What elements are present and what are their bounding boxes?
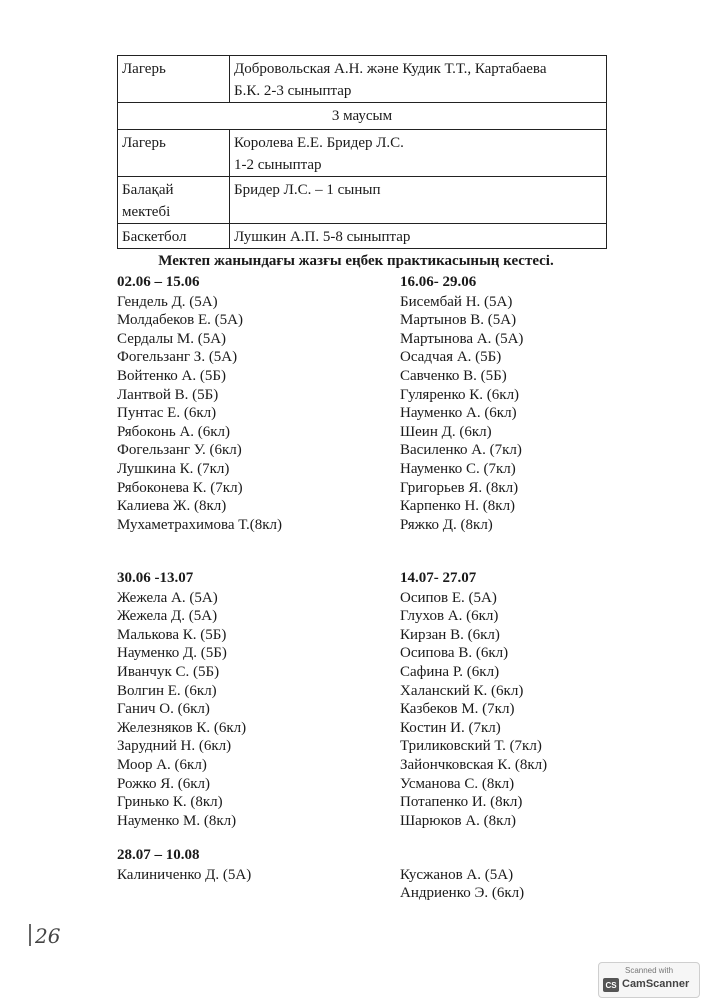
student-name: Фогельзанг У. (6кл) bbox=[117, 442, 242, 459]
student-name: Осипов Е. (5А) bbox=[400, 589, 497, 606]
table-cell-activity: Балақай мектебі bbox=[118, 177, 230, 223]
student-name: Усманова С. (8кл) bbox=[400, 775, 515, 792]
period-label: 02.06 – 15.06 bbox=[117, 274, 200, 290]
student-name: Казбеков М. (7кл) bbox=[400, 701, 515, 718]
student-name: Бисембай Н. (5А) bbox=[400, 293, 513, 310]
student-name: Потапенко И. (8кл) bbox=[400, 794, 523, 811]
student-name: Зайончковская К. (8кл) bbox=[400, 756, 548, 773]
schedule-table bbox=[117, 55, 607, 249]
student-name: Волгин Е. (6кл) bbox=[117, 682, 217, 699]
watermark-brand: CamScanner bbox=[622, 978, 690, 990]
period-label: 14.07- 27.07 bbox=[400, 570, 477, 586]
student-name: Пунтас Е. (6кл) bbox=[117, 405, 217, 422]
period-label: 30.06 -13.07 bbox=[117, 570, 194, 586]
student-name: Лантвой В. (5Б) bbox=[117, 386, 219, 403]
student-name: Григорьев Я. (8кл) bbox=[400, 479, 519, 496]
table-row bbox=[118, 176, 606, 223]
watermark-caption: Scanned with bbox=[624, 966, 674, 975]
student-name: Андриенко Э. (6кл) bbox=[400, 885, 525, 902]
student-name: Осипова В. (6кл) bbox=[400, 645, 509, 662]
student-name: Шеин Д. (6кл) bbox=[400, 423, 492, 440]
student-name: Кирзан В. (6кл) bbox=[400, 626, 500, 643]
table-cell-staff: Добровольская А.Н. және Кудик Т.Т., Картабаева Б.К. 2-3 сыныптар bbox=[234, 61, 547, 99]
student-name: Ганич О. (6кл) bbox=[117, 701, 210, 718]
student-name: Карпенко Н. (8кл) bbox=[400, 498, 516, 515]
table-row bbox=[118, 102, 606, 129]
student-name: Науменко М. (8кл) bbox=[117, 812, 237, 829]
student-name: Рожко Я. (6кл) bbox=[117, 775, 211, 792]
period-label: 16.06- 29.06 bbox=[400, 274, 477, 290]
student-name: Науменко Д. (5Б) bbox=[117, 645, 227, 662]
student-name: Гуляренко К. (6кл) bbox=[400, 386, 520, 403]
student-name: Малькова К. (5Б) bbox=[117, 626, 227, 643]
student-name: Гринько К. (8кл) bbox=[117, 794, 223, 811]
group-column bbox=[400, 569, 547, 830]
student-name: Кусжанов А. (5А) bbox=[400, 866, 514, 883]
table-cell-staff: Королева Е.Е. Бридер Л.С. 1-2 сыныптар bbox=[234, 135, 404, 173]
student-name: Рябоконь А. (6кл) bbox=[117, 423, 231, 440]
student-name: Калиниченко Д. (5А) bbox=[117, 866, 252, 883]
student-name: Сердалы М. (5А) bbox=[117, 330, 227, 347]
student-name: Осадчая А. (5Б) bbox=[400, 349, 502, 366]
student-name: Моор А. (6кл) bbox=[117, 756, 207, 773]
student-name: Костин И. (7кл) bbox=[400, 719, 501, 736]
student-name: Фогельзанг З. (5А) bbox=[117, 349, 238, 366]
student-name: Триликовский Т. (7кл) bbox=[400, 738, 542, 755]
student-name: Глухов А. (6кл) bbox=[400, 608, 499, 625]
camscanner-watermark bbox=[598, 962, 700, 998]
group-column bbox=[117, 569, 246, 830]
student-name: Железняков К. (6кл) bbox=[117, 719, 247, 736]
student-name: Лушкина К. (7кл) bbox=[117, 460, 230, 477]
student-name: Гендель Д. (5А) bbox=[117, 293, 218, 310]
table-cell-staff: Бридер Л.С. – 1 сынып bbox=[234, 182, 381, 198]
student-name: Халанский К. (6кл) bbox=[400, 682, 524, 699]
table-row bbox=[118, 56, 606, 102]
period-label: 28.07 – 10.08 bbox=[117, 847, 200, 863]
student-name: Савченко В. (5Б) bbox=[400, 367, 507, 384]
student-name: Ряжко Д. (8кл) bbox=[400, 516, 493, 533]
table-cell-activity: Баскетбол bbox=[118, 224, 230, 248]
camscanner-logo-icon: CS bbox=[603, 978, 619, 992]
student-name: Шарюков А. (8кл) bbox=[400, 812, 516, 829]
period-label bbox=[400, 846, 524, 865]
student-name: Василенко А. (7кл) bbox=[400, 442, 522, 459]
student-name: Мухаметрахимова Т.(8кл) bbox=[117, 516, 282, 533]
student-name: Науменко А. (6кл) bbox=[400, 405, 517, 422]
schedule-heading: Мектеп жанындағы жазғы еңбек практикасының кестесі. bbox=[158, 253, 554, 269]
margin-mark bbox=[29, 924, 31, 946]
table-cell-activity: Лагерь bbox=[118, 56, 230, 102]
group-column bbox=[400, 846, 524, 903]
group-column bbox=[117, 846, 251, 884]
table-cell-date: 3 маусым bbox=[331, 108, 393, 124]
student-name: Иванчук С. (5Б) bbox=[117, 663, 220, 680]
table-cell-staff: Лушкин А.П. 5-8 сыныптар bbox=[234, 229, 411, 245]
table-row bbox=[118, 223, 606, 248]
student-name: Науменко С. (7кл) bbox=[400, 460, 516, 477]
page-number: 26 bbox=[35, 924, 61, 948]
student-name: Зарудний Н. (6кл) bbox=[117, 738, 232, 755]
student-name: Жежела А. (5А) bbox=[117, 589, 218, 606]
group-column bbox=[117, 273, 282, 534]
table-row bbox=[118, 129, 606, 176]
table-cell-activity: Лагерь bbox=[118, 130, 230, 176]
student-name: Сафина Р. (6кл) bbox=[400, 663, 500, 680]
student-name: Мартынова А. (5А) bbox=[400, 330, 524, 347]
student-name: Войтенко А. (5Б) bbox=[117, 367, 226, 384]
student-name: Жежела Д. (5А) bbox=[117, 608, 218, 625]
student-name: Молдабеков Е. (5А) bbox=[117, 312, 243, 329]
student-name: Калиева Ж. (8кл) bbox=[117, 498, 227, 515]
student-name: Мартынов В. (5А) bbox=[400, 312, 517, 329]
student-name: Рябоконева К. (7кл) bbox=[117, 479, 243, 496]
group-column bbox=[400, 273, 523, 534]
